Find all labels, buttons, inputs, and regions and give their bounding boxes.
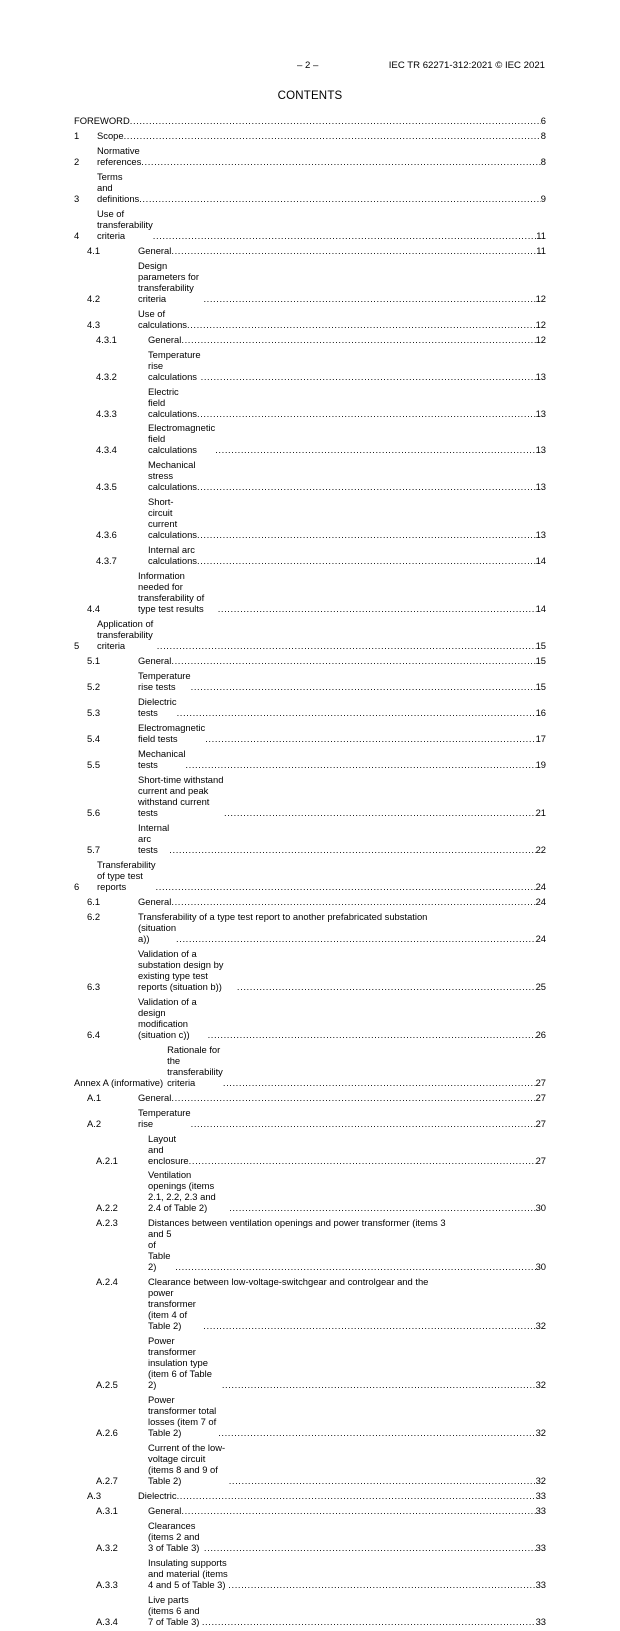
toc-entry-page: 13 [535, 370, 546, 382]
toc-entry-number: 5.5 [87, 759, 101, 771]
toc-entry-page: 24 [535, 895, 546, 907]
toc-entry[interactable] [74, 1092, 546, 1103]
toc-entry[interactable] [74, 496, 546, 540]
toc-entry[interactable] [74, 208, 546, 241]
toc-entry-number: 5.6 [87, 806, 101, 818]
dot-leader [169, 844, 535, 855]
toc-entry-page: 8 [540, 155, 546, 167]
toc-entry-page: 12 [535, 292, 546, 304]
toc-entry-title: Transferability of a type test report to another prefabricated substation [138, 910, 428, 922]
toc-entry-number: 5.4 [87, 733, 101, 745]
dot-leader [141, 156, 540, 167]
dot-leader [191, 1118, 536, 1129]
dot-leader [176, 933, 536, 944]
toc-entry-page: 32 [535, 1475, 546, 1487]
dot-leader [124, 130, 541, 141]
toc-entry-title: Insulating supports and material (items 4 and 5 of Table 3) [148, 1557, 228, 1591]
toc-entry-number: 5.7 [87, 843, 101, 855]
toc-entry[interactable] [74, 1217, 546, 1272]
dot-leader [157, 640, 536, 651]
toc-entry-number: A.2.7 [96, 1475, 118, 1487]
table-of-contents [74, 115, 546, 1631]
toc-entry-title: Clearances (items 2 and 3 of Table 3) [148, 1520, 200, 1554]
toc-entry-number: A.3.2 [96, 1542, 118, 1554]
toc-entry-number: 6.3 [87, 980, 101, 992]
toc-entry[interactable] [74, 911, 546, 944]
toc-entry-title: Distances between ventilation openings and power transformer (items 3 [148, 1217, 446, 1229]
toc-entry-title: Live parts (items 6 and 7 of Table 3) [148, 1593, 200, 1627]
page-number: – 2 – [297, 60, 319, 71]
toc-entry-page: 21 [535, 806, 546, 818]
toc-entry[interactable] [74, 1520, 546, 1553]
toc-entry-page: 25 [535, 980, 546, 992]
toc-entry-page: 11 [536, 229, 546, 241]
toc-entry-page: 22 [535, 843, 546, 855]
toc-entry[interactable] [74, 618, 546, 651]
toc-entry-page: 13 [535, 481, 546, 493]
dot-leader [171, 1092, 535, 1103]
toc-entry-number: 4.1 [87, 244, 101, 256]
toc-entry-number: A.2.3 [96, 1217, 118, 1229]
toc-entry[interactable] [74, 1133, 546, 1166]
dot-leader [197, 529, 536, 540]
toc-entry-page: 15 [535, 640, 546, 652]
toc-entry-number: 4.3.3 [96, 407, 117, 419]
toc-entry-title: Temperature rise calculations [148, 348, 201, 382]
toc-entry-number: 4.3 [87, 318, 101, 330]
toc-entry-title: Mechanical stress calculations [148, 459, 197, 493]
toc-entry-title: Design parameters for transferability criteria [138, 259, 199, 304]
toc-entry-number: A.2 [87, 1117, 102, 1129]
dot-leader [191, 681, 536, 692]
toc-entry-number: 5 [74, 640, 80, 652]
toc-entry-number: 4.4 [87, 603, 101, 615]
toc-entry[interactable] [74, 655, 546, 666]
toc-entry-title: Ventilation openings (items 2.1, 2.2, 2.3 and 2.4 of Table 2) [148, 1169, 216, 1214]
toc-entry[interactable] [74, 171, 546, 204]
toc-entry-number: 5.2 [87, 681, 101, 693]
toc-entry-title: Short-time withstand current and peak withstand current tests [138, 773, 224, 818]
toc-entry-number: 6.4 [87, 1028, 101, 1040]
toc-entry-title: General [138, 655, 172, 667]
toc-entry-page: 16 [535, 707, 546, 719]
toc-entry-title: Electromagnetic field calculations [148, 422, 216, 456]
toc-entry-title: Validation of a design modification (situation c)) [138, 995, 197, 1040]
toc-entry-number: A.3.3 [96, 1579, 118, 1591]
toc-entry-page: 13 [535, 444, 546, 456]
toc-entry[interactable] [74, 260, 546, 304]
toc-entry-page: 11 [536, 244, 546, 256]
toc-entry[interactable] [74, 1442, 546, 1486]
toc-entry-title: Power transformer insulation type (item 6 of Table 2) [148, 1335, 212, 1391]
toc-entry[interactable] [74, 822, 546, 855]
toc-entry-number: 6 [74, 880, 80, 892]
toc-entry[interactable] [74, 115, 546, 126]
dot-leader [229, 1475, 536, 1486]
dot-leader [171, 245, 536, 256]
toc-entry[interactable] [74, 570, 546, 614]
toc-entry-number: 4.3.1 [96, 333, 117, 345]
toc-entry-page: 33 [535, 1490, 546, 1502]
toc-entry-number: 3 [74, 192, 80, 204]
toc-entry-number: 4 [74, 229, 80, 241]
dot-leader [215, 444, 535, 455]
dot-leader [223, 1077, 536, 1088]
toc-entry-title: Power transformer total losses (item 7 of Table 2) [148, 1394, 217, 1439]
toc-entry-title-continued: (situation a)) [138, 921, 177, 944]
toc-entry[interactable] [74, 859, 546, 892]
toc-entry[interactable] [74, 349, 546, 382]
toc-entry-title: Terms and definitions [97, 170, 140, 204]
dot-leader [228, 1579, 535, 1590]
toc-entry-title: Layout and enclosure [148, 1132, 189, 1166]
toc-entry-page: 27 [535, 1117, 546, 1129]
toc-entry-page: 33 [535, 1579, 546, 1591]
toc-entry-number: Annex A (informative) [74, 1076, 164, 1088]
toc-entry-page: 12 [535, 318, 546, 330]
dot-leader [202, 1616, 536, 1627]
toc-entry-page: 32 [535, 1427, 546, 1439]
dot-leader [205, 733, 535, 744]
toc-entry[interactable] [74, 670, 546, 692]
toc-entry-page: 19 [535, 759, 546, 771]
dot-leader [153, 230, 537, 241]
toc-entry-page: 17 [535, 733, 546, 745]
dot-leader [181, 334, 535, 345]
dot-leader [139, 193, 541, 204]
toc-entry-page: 33 [535, 1542, 546, 1554]
toc-entry-title: General [148, 333, 182, 345]
toc-entry-title-continued: and 5 of Table 2) [148, 1228, 172, 1273]
toc-entry-title: Temperature rise tests [138, 670, 191, 693]
toc-entry-title-continued: power transformer (item 4 of Table 2) [148, 1287, 196, 1332]
toc-entry-page: 27 [535, 1076, 546, 1088]
toc-entry[interactable] [74, 1594, 546, 1627]
toc-entry[interactable] [74, 130, 546, 141]
dot-leader [181, 1505, 535, 1516]
toc-entry-title: Information needed for transferability of type test results [138, 570, 205, 615]
toc-entry-page: 32 [535, 1379, 546, 1391]
toc-entry[interactable] [74, 948, 546, 992]
dot-leader [203, 293, 535, 304]
toc-entry-page: 30 [535, 1261, 546, 1273]
toc-entry-page: 15 [535, 655, 546, 667]
dot-leader [189, 1155, 536, 1166]
dot-leader [204, 1542, 536, 1553]
toc-entry-title: Use of calculations [138, 307, 187, 330]
toc-entry-title: Internal arc tests [138, 821, 170, 855]
toc-entry-title: General [138, 895, 172, 907]
toc-entry-page: 13 [535, 529, 546, 541]
toc-entry-number: A.2.4 [96, 1276, 118, 1288]
toc-entry[interactable] [74, 245, 546, 256]
toc-entry-page: 24 [535, 932, 546, 944]
dot-leader [177, 1490, 536, 1501]
toc-entry[interactable] [74, 1505, 546, 1516]
dot-leader [237, 981, 536, 992]
toc-entry-number: 4.3.2 [96, 370, 117, 382]
toc-entry-title: Electromagnetic field tests [138, 722, 206, 745]
toc-entry-page: 26 [535, 1028, 546, 1040]
toc-entry-title: Temperature rise [138, 1106, 191, 1129]
toc-entry-title: Internal arc calculations [148, 544, 197, 567]
toc-entry-number: 1 [74, 129, 80, 141]
dot-leader [175, 1261, 535, 1272]
toc-entry-title: Electric field calculations [148, 385, 197, 419]
toc-entry-title: Use of transferability criteria [97, 207, 153, 241]
toc-entry-page: 8 [540, 129, 546, 141]
toc-entry-page: 12 [535, 333, 546, 345]
toc-entry-number: A.1 [87, 1091, 102, 1103]
dot-leader [224, 807, 536, 818]
toc-entry-title: General [148, 1505, 182, 1517]
toc-entry-number: A.3 [87, 1490, 102, 1502]
dot-leader [177, 707, 536, 718]
toc-entry[interactable] [74, 334, 546, 345]
toc-entry-title: Dielectric [138, 1490, 177, 1502]
toc-entry-number: 5.3 [87, 707, 101, 719]
toc-entry[interactable] [74, 1107, 546, 1129]
toc-entry-title: Short-circuit current calculations [148, 496, 197, 541]
toc-entry-title: Mechanical tests [138, 748, 186, 771]
toc-entry-number: 6.2 [87, 910, 101, 922]
toc-entry-number: A.2.1 [96, 1154, 118, 1166]
dot-leader [185, 759, 535, 770]
standard-reference: IEC TR 62271-312:2021 © IEC 2021 [388, 60, 545, 71]
toc-entry[interactable] [74, 996, 546, 1040]
toc-entry[interactable] [74, 459, 546, 492]
dot-leader [201, 371, 536, 382]
toc-entry-title: General [138, 1091, 172, 1103]
toc-entry-page: 14 [535, 603, 546, 615]
toc-entry-page: 6 [540, 115, 546, 126]
toc-entry-number: A.3.1 [96, 1505, 118, 1517]
toc-entry[interactable] [74, 1169, 546, 1213]
toc-entry[interactable] [74, 544, 546, 566]
toc-entry[interactable] [74, 386, 546, 419]
toc-entry-page: 33 [535, 1505, 546, 1517]
toc-entry-number: 5.1 [87, 655, 101, 667]
toc-entry-number: A.2.2 [96, 1202, 118, 1214]
page-header [0, 60, 620, 74]
toc-entry[interactable] [74, 774, 546, 818]
toc-entry-title: Rationale for the transferability criteria [167, 1043, 223, 1088]
toc-entry-page: 30 [535, 1202, 546, 1214]
toc-entry-title: Dielectric tests [138, 696, 177, 719]
toc-entry-title: General [138, 244, 172, 256]
toc-entry-title: Transferability of type test reports [97, 858, 156, 892]
toc-entry-title: Validation of a substation design by existing type test reports (situation b)) [138, 947, 224, 992]
toc-entry[interactable] [74, 896, 546, 907]
toc-entry[interactable] [74, 1394, 546, 1438]
toc-entry-number: 6.1 [87, 895, 101, 907]
toc-entry[interactable] [74, 748, 546, 770]
toc-entry-title: FOREWORD [74, 115, 130, 126]
toc-entry[interactable] [74, 422, 546, 455]
toc-entry[interactable] [74, 145, 546, 167]
toc-entry-number: 2 [74, 155, 80, 167]
toc-entry-annex[interactable] [74, 1044, 546, 1088]
dot-leader [171, 655, 535, 666]
dot-leader [229, 1202, 535, 1213]
toc-entry-title: Normative references [97, 144, 142, 167]
toc-entry[interactable] [74, 308, 546, 330]
toc-entry-number: 4.3.5 [96, 481, 117, 493]
dot-leader [197, 481, 536, 492]
toc-entry-number: A.3.4 [96, 1615, 118, 1627]
toc-entry-page: 14 [535, 555, 546, 567]
toc-entry-number: 4.2 [87, 292, 101, 304]
toc-entry-page: 9 [540, 192, 546, 204]
toc-entry-page: 32 [535, 1320, 546, 1332]
toc-entry-number: 4.3.6 [96, 529, 117, 541]
dot-leader [156, 881, 536, 892]
toc-entry-title: Current of the low-voltage circuit (items 8 and 9 of Table 2) [148, 1442, 226, 1487]
dot-leader [130, 115, 541, 126]
toc-entry-title: Scope [97, 129, 124, 141]
toc-entry-page: 33 [535, 1615, 546, 1627]
toc-entry[interactable] [74, 1557, 546, 1590]
toc-entry-title: Clearance between low-voltage-switchgear and controlgear and the [148, 1276, 429, 1288]
dot-leader [187, 319, 536, 330]
toc-entry-number: 4.3.7 [96, 555, 117, 567]
toc-entry-page: 15 [535, 681, 546, 693]
toc-entry-title: Application of transferability criteria [97, 618, 154, 652]
toc-entry-number: A.2.6 [96, 1427, 118, 1439]
toc-entry-page: 24 [535, 880, 546, 892]
dot-leader [222, 1379, 536, 1390]
dot-leader [197, 408, 536, 419]
toc-entry[interactable] [74, 696, 546, 718]
toc-entry[interactable] [74, 1490, 546, 1501]
page-title: CONTENTS [277, 90, 343, 102]
dot-leader [171, 896, 535, 907]
toc-entry-page: 27 [535, 1091, 546, 1103]
dot-leader [218, 603, 536, 614]
toc-entry-page: 13 [535, 407, 546, 419]
dot-leader [197, 555, 536, 566]
toc-entry-number: A.2.5 [96, 1379, 118, 1391]
dot-leader [203, 1320, 535, 1331]
dot-leader [218, 1427, 535, 1438]
toc-entry[interactable] [74, 1276, 546, 1331]
dot-leader [208, 1029, 536, 1040]
toc-entry-page: 27 [535, 1154, 546, 1166]
toc-entry[interactable] [74, 722, 546, 744]
toc-entry-number: 4.3.4 [96, 444, 117, 456]
toc-entry[interactable] [74, 1335, 546, 1390]
